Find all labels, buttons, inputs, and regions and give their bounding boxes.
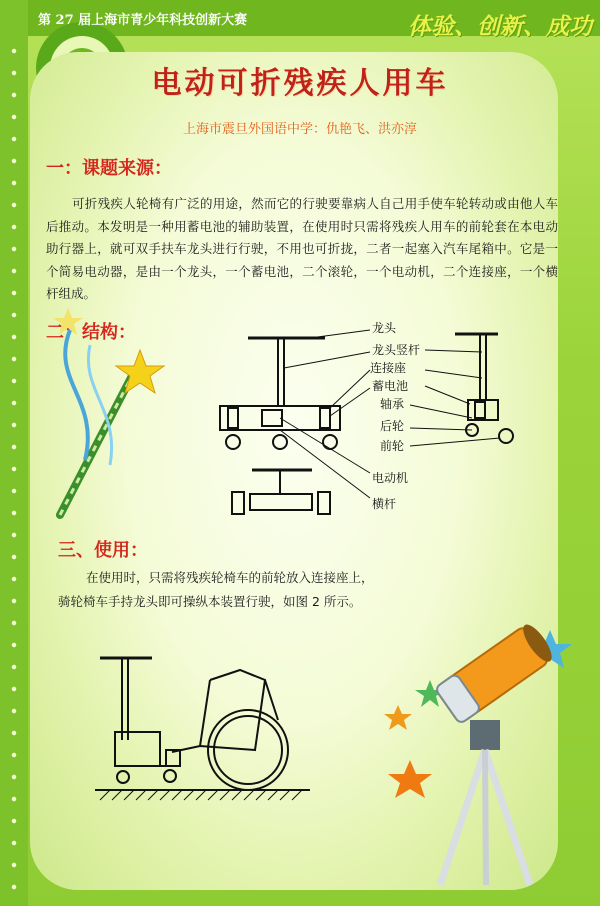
label-crossbar: 横杆 xyxy=(372,497,397,511)
contest-name: 第 27 届上海市青少年科技创新大赛 xyxy=(38,13,248,28)
label-rear-wheel: 后轮 xyxy=(380,419,405,433)
label-handlebar: 龙头 xyxy=(372,321,397,335)
structure-diagram xyxy=(200,318,560,518)
label-connector: 连接座 xyxy=(370,361,407,375)
slogan: 体验、创新、成功 xyxy=(408,13,592,40)
label-front-wheel: 前轮 xyxy=(380,439,405,453)
section2-heading: 二：结构： xyxy=(46,322,136,343)
section1-body: 可折残疾人轮椅有广泛的用途，然而它的行驶要靠病人自己用手使车轮转动或由他人车后推动。本发明是一种用蓄电池的辅助装置，在使用时只需将残疾人用车的前轮套在本电动助行器上，就可双手扶车龙头进行行驶，不用也可折拢，二者一起塞入汽车尾箱中。它是一个简易电动器，是由一个龙头，一个蓄电池，二个滚轮，一个电动机，二个连接座，一个横杆组成。 xyxy=(46,196,558,301)
usage-figure xyxy=(90,650,320,810)
label-bearing: 轴承 xyxy=(380,397,405,411)
telescope-decoration xyxy=(380,600,600,890)
label-battery: 蓄电池 xyxy=(372,379,409,393)
left-dot-pattern xyxy=(9,40,19,890)
authors-line: 上海市震旦外国语中学：仇艳飞、洪亦淳 xyxy=(182,122,417,137)
section3-heading: 三、使用： xyxy=(58,540,148,561)
section3-line-2: 骑轮椅车手持龙头即可操纵本装置行驶，如图 2 所示。 xyxy=(58,594,362,609)
section1-heading: 一：课题来源： xyxy=(46,158,172,179)
section3-line-1: 在使用时，只需将残疾轮椅车的前轮放入连接座上， xyxy=(86,570,374,585)
label-motor: 电动机 xyxy=(372,471,409,485)
page-title: 电动可折残疾人用车 xyxy=(151,66,449,101)
section3-body xyxy=(46,566,374,614)
label-pole: 龙头竖杆 xyxy=(372,343,421,357)
magic-wand-decoration xyxy=(40,290,170,530)
